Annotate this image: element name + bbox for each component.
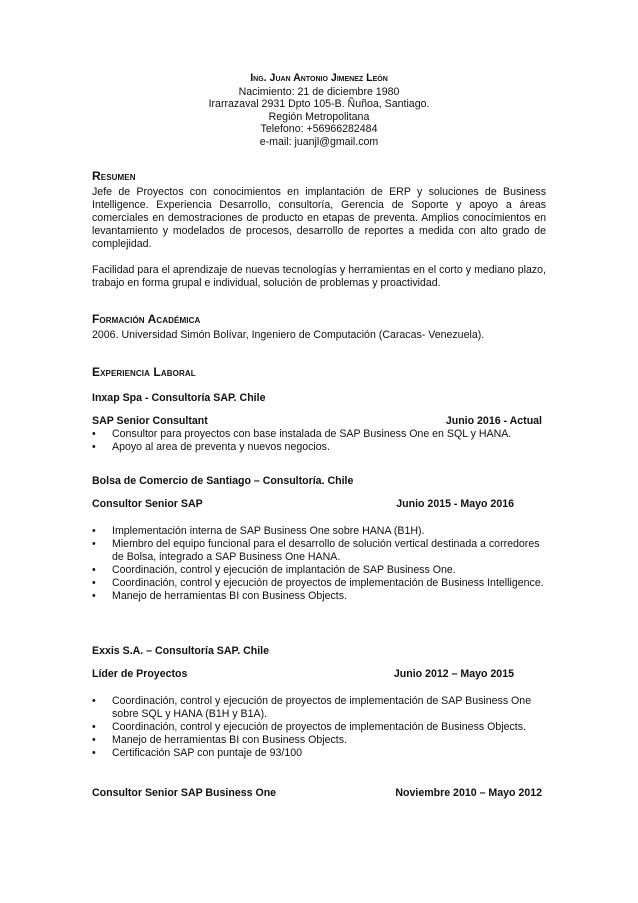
- job-role-row: [92, 415, 546, 428]
- region: Región Metropolitana: [268, 110, 370, 123]
- job-inxap: [92, 392, 546, 454]
- job-dates: Junio 2012 – Mayo 2015: [393, 668, 514, 680]
- bullet-icon: •: [92, 590, 96, 602]
- resumen-title: Resumen: [92, 169, 136, 183]
- phone: Telefono: +56966282484: [260, 123, 378, 136]
- bullet-icon: •: [92, 734, 96, 746]
- bullet-icon: •: [92, 525, 96, 537]
- job-role: Consultor Senior SAP: [92, 498, 203, 510]
- list-item: • Coordinación, control y ejecución de proyectos de implementación de Business Objects.: [92, 721, 526, 733]
- job-company: Bolsa de Comercio de Santiago – Consultoría. Chile: [92, 475, 354, 487]
- address: Irarrazaval 2931 Dpto 105-B. Ñuñoa, Santiago.: [208, 98, 430, 111]
- list-item: • Coordinación, control y ejecución de proyectos de implementación de SAP Business One sobre SQL y HANA (B1H y B1A).: [92, 695, 532, 720]
- formacion-title: Formación Académica: [92, 312, 201, 326]
- email: e-mail: juanjl@gmail.com: [259, 135, 379, 148]
- bullet-icon: •: [92, 721, 96, 733]
- list-item: • Consultor para proyectos con base instalada de SAP Business One en SQL y HANA.: [92, 428, 512, 440]
- list-item: • Manejo de herramientas BI con Business Objects.: [92, 590, 347, 602]
- job-exxis: [92, 645, 546, 760]
- job-dates: Junio 2016 - Actual: [445, 415, 542, 427]
- job-role: SAP Senior Consultant: [92, 415, 208, 427]
- job-bullets: [92, 428, 546, 454]
- job-role: Líder de Proyectos: [92, 668, 188, 680]
- list-item: • Manejo de herramientas BI con Business Objects.: [92, 734, 347, 746]
- job-bullets: [92, 525, 546, 603]
- list-item: • Implementación interna de SAP Business One sobre HANA (B1H).: [92, 525, 425, 537]
- bullet-icon: •: [92, 441, 96, 453]
- job-exxis-consultor: [92, 787, 546, 800]
- job-dates: Junio 2015 - Mayo 2016: [396, 498, 514, 510]
- job-company: Exxis S.A. – Consultoría SAP. Chile: [92, 645, 270, 657]
- job-dates: Noviembre 2010 – Mayo 2012: [395, 787, 542, 799]
- job-role: Consultor Senior SAP Business One: [92, 787, 277, 799]
- bullet-icon: •: [92, 577, 96, 589]
- bullet-icon: •: [92, 564, 96, 576]
- birth-date: Nacimiento: 21 de diciembre 1980: [238, 85, 400, 98]
- bullet-icon: •: [92, 538, 96, 550]
- job-role-row: [92, 668, 546, 681]
- experiencia-title: Experiencia Laboral: [92, 365, 196, 379]
- resumen-paragraph-1: Jefe de Proyectos con conocimientos en implantación de ERP y soluciones de Business Intelligence. Experiencia Desarrollo, consultoría, Gerencia de Soporte y apoyo a áreas comerciales en demostraciones de producto en etapas de preventa. Amplios conocimientos en levantamiento y modelados de procesos, desarrollo de reportes a medida con alto grado de complejidad.: [92, 186, 546, 250]
- formacion-section: [92, 313, 546, 342]
- experiencia-title-block: [92, 366, 546, 382]
- job-role-row: [92, 787, 546, 800]
- list-item: • Certificación SAP con puntaje de 93/100: [92, 747, 303, 759]
- bullet-icon: •: [92, 428, 96, 440]
- formacion-text: 2006. Universidad Simón Bolívar, Ingeniero de Computación (Caracas- Venezuela).: [92, 329, 485, 341]
- job-role-row: [92, 498, 546, 511]
- list-item: • Apoyo al area de preventa y nuevos negocios.: [92, 441, 330, 453]
- candidate-name: Ing. Juan Antonio Jimenez León: [250, 72, 388, 84]
- list-item: • Miembro del equipo funcional para el desarrollo de solución vertical destinada a corredores de Bolsa, integrado a SAP Business One HANA.: [92, 538, 540, 563]
- resumen-section: [92, 170, 546, 290]
- bullet-icon: •: [92, 747, 96, 759]
- job-bolsa: [92, 475, 546, 603]
- list-item: • Coordinación, control y ejecución de implantación de SAP Business One.: [92, 564, 456, 576]
- cv-header: [0, 72, 638, 149]
- job-company: Inxap Spa - Consultoría SAP. Chile: [92, 392, 266, 404]
- list-item: • Coordinación, control y ejecución de proyectos de implementación de Business Intelligence.: [92, 577, 544, 589]
- bullet-icon: •: [92, 695, 96, 707]
- resumen-paragraph-2: Facilidad para el aprendizaje de nuevas tecnologías y herramientas en el corto y mediano plazo, trabajo en forma grupal e individual, solución de problemas y proactividad.: [92, 264, 546, 289]
- job-bullets: [92, 695, 546, 760]
